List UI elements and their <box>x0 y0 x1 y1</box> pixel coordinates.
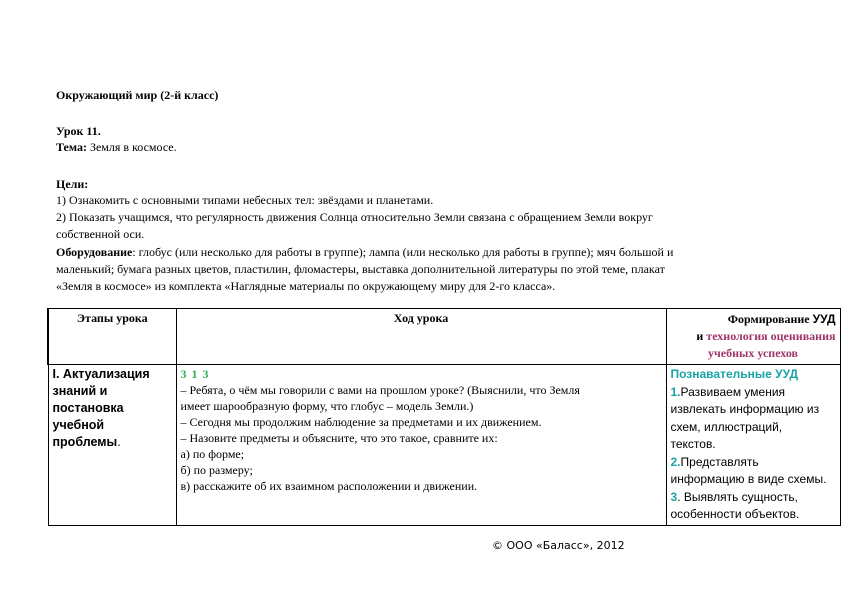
goals-title: Цели: <box>56 177 89 191</box>
topic-value: Земля в космосе. <box>86 140 177 154</box>
equipment-line-2: маленький; бумага разных цветов, пластилин, фломастеры, выставка дополнительной литературы по этой теме, плакат <box>56 262 665 276</box>
uud-text: . Выявлять сущность, <box>677 489 798 504</box>
equipment-text-1: : глобус (или несколько для работы в группе); лампа (или несколько для работы в группе); мяч большой и <box>132 245 674 259</box>
course-line: имеет шарообразную форму, что глобус – модель Земли.) <box>180 399 474 413</box>
course-line: – Ребята, о чём мы говорили с вами на прошлом уроке? (Выяснили, что Земля <box>180 383 580 397</box>
uud-number: 3 <box>670 489 678 504</box>
header-stages: Этапы урока <box>48 309 176 365</box>
goal-1: 1) Ознакомить с основными типами небесных тел: звёздами и планетами. <box>56 193 434 207</box>
stage-line: знаний и <box>52 384 108 398</box>
table-header-row <box>48 309 840 365</box>
uud-text: информацию в виде схемы. <box>670 472 827 486</box>
formation-label: Формирование <box>727 312 810 326</box>
uud-text: особенности объектов. <box>670 507 800 521</box>
equipment-label: Оборудование <box>56 245 133 259</box>
stage-line: учебной <box>52 418 105 432</box>
formation-cell <box>666 365 840 526</box>
tech-line-1: технология оценивания <box>706 329 836 343</box>
stage-line: постановка <box>52 401 124 415</box>
subject-heading: Окружающий мир (2-й класс) <box>56 88 219 102</box>
uud-number: 1. <box>670 384 681 399</box>
course-marker: 3 1 3 <box>180 367 210 381</box>
stage-dot: . <box>117 435 121 449</box>
course-line: б) по размеру; <box>180 463 253 477</box>
course-cell <box>176 365 666 526</box>
uud-text: извлекать информацию из <box>670 402 820 416</box>
tech-line-2: учебных успехов <box>707 346 799 360</box>
header-course: Ход урока <box>176 309 666 365</box>
uud-label: УУД <box>812 312 836 326</box>
uud-number: 2. <box>670 454 681 469</box>
topic-line <box>56 140 177 154</box>
table-row <box>48 365 840 526</box>
uud-text: текстов. <box>670 437 716 451</box>
uud-title: Познавательные УУД <box>670 367 798 381</box>
goal-2-line-2: собственной оси. <box>56 227 145 241</box>
and-label: и <box>696 329 704 343</box>
topic-label: Тема: <box>56 140 87 154</box>
course-line: в) расскажите об их взаимном расположении и движении. <box>180 479 478 493</box>
header-formation <box>666 309 840 365</box>
stage-line: проблемы <box>52 435 118 449</box>
course-line: – Сегодня мы продолжим наблюдение за предметами и их движением. <box>180 415 542 429</box>
stage-cell <box>48 365 176 526</box>
uud-text: Представлять <box>680 454 759 469</box>
course-line: а) по форме; <box>180 447 245 461</box>
equipment-line-3: «Земля в космосе» из комплекта «Наглядные материалы по окружающему миру для 2-го класса». <box>56 279 556 293</box>
lesson-number: Урок 11. <box>56 124 101 138</box>
stage-line: I. Актуализация <box>52 367 150 381</box>
uud-text: Развиваем умения <box>680 384 786 399</box>
course-line: – Назовите предметы и объясните, что это такое, сравните их: <box>180 431 498 445</box>
uud-text: схем, иллюстраций, <box>670 419 783 434</box>
equipment-line-1 <box>56 245 673 259</box>
copyright-footer: © ООО «Баласс», 2012 <box>492 539 625 552</box>
goal-2-line-1: 2) Показать учащимся, что регулярность движения Солнца относительно Земли связана с обращением Земли вокруг <box>56 210 653 224</box>
lesson-table <box>47 308 841 526</box>
